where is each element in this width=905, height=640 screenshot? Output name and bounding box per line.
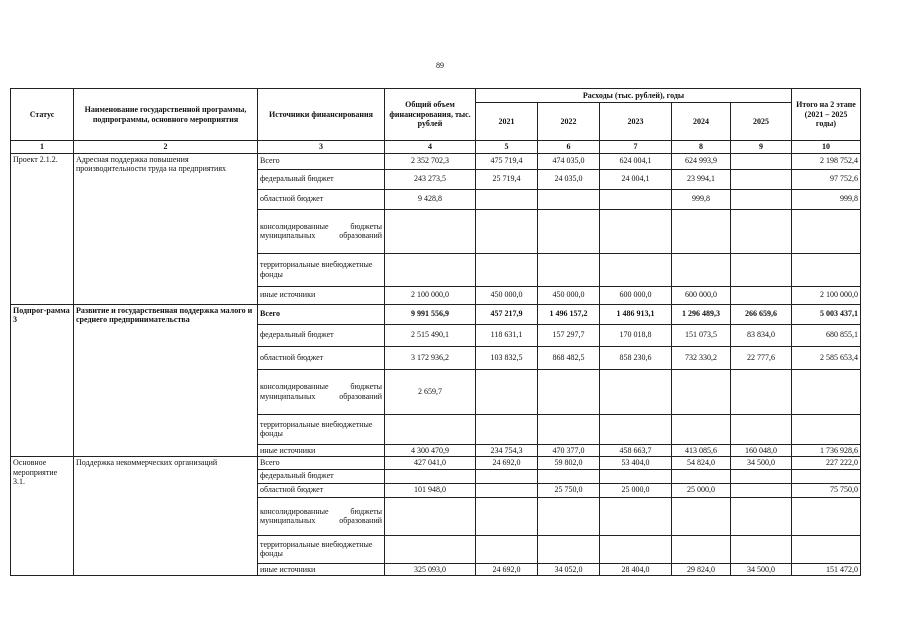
amount-cell: 450 000,0 [538, 286, 600, 304]
table-row [11, 153, 861, 169]
row-status: Основное мероприятие 3.1. [11, 457, 74, 576]
table-row [11, 457, 861, 470]
amount-cell: 474 035,0 [538, 153, 600, 169]
amount-cell: 23 994,1 [672, 169, 731, 189]
header-total-volume: Общий объем финансирования, тыс. рублей [385, 89, 476, 141]
amount-cell [476, 497, 538, 535]
amount-cell: 624 004,1 [600, 153, 672, 169]
amount-cell: 4 300 470,9 [385, 444, 476, 457]
amount-cell [731, 497, 792, 535]
amount-cell: 24 692,0 [476, 563, 538, 576]
amount-cell: 868 482,5 [538, 346, 600, 369]
amount-cell [792, 414, 861, 444]
column-number: 4 [385, 141, 476, 154]
column-number: 8 [672, 141, 731, 154]
amount-cell [476, 483, 538, 497]
amount-cell: 24 004,1 [600, 169, 672, 189]
amount-cell: 457 217,9 [476, 304, 538, 324]
source-label: Всего [258, 304, 385, 324]
amount-cell: 97 752,6 [792, 169, 861, 189]
amount-cell [731, 535, 792, 563]
source-label: консолидированные бюджеты муниципальных образований [258, 209, 385, 253]
source-label: Всего [258, 457, 385, 470]
amount-cell [600, 189, 672, 209]
amount-cell [385, 535, 476, 563]
amount-cell: 3 172 936,2 [385, 346, 476, 369]
amount-cell [600, 209, 672, 253]
amount-cell: 103 832,5 [476, 346, 538, 369]
amount-cell: 34 500,0 [731, 563, 792, 576]
row-name: Поддержка некоммерческих организаций [74, 457, 258, 576]
amount-cell [600, 414, 672, 444]
amount-cell [600, 497, 672, 535]
amount-cell: 458 663,7 [600, 444, 672, 457]
amount-cell: 75 750,0 [792, 483, 861, 497]
amount-cell: 29 824,0 [672, 563, 731, 576]
amount-cell: 101 948,0 [385, 483, 476, 497]
amount-cell: 2 100 000,0 [792, 286, 861, 304]
amount-cell [731, 286, 792, 304]
amount-cell [385, 497, 476, 535]
amount-cell: 24 035,0 [538, 169, 600, 189]
column-number: 9 [731, 141, 792, 154]
amount-cell [600, 253, 672, 286]
amount-cell [476, 369, 538, 414]
column-number: 6 [538, 141, 600, 154]
amount-cell: 243 273,5 [385, 169, 476, 189]
amount-cell [385, 209, 476, 253]
column-number: 1 [11, 141, 74, 154]
amount-cell [476, 189, 538, 209]
amount-cell: 9 991 556,9 [385, 304, 476, 324]
amount-cell [672, 369, 731, 414]
amount-cell: 24 692,0 [476, 457, 538, 470]
amount-cell [538, 369, 600, 414]
amount-cell [538, 189, 600, 209]
column-number: 2 [74, 141, 258, 154]
amount-cell: 1 486 913,1 [600, 304, 672, 324]
amount-cell: 54 824,0 [672, 457, 731, 470]
column-number-row [11, 141, 861, 154]
amount-cell [476, 209, 538, 253]
page-number: 89 [436, 61, 444, 70]
amount-cell [476, 253, 538, 286]
amount-cell [731, 189, 792, 209]
header-year: 2024 [672, 103, 731, 141]
amount-cell: 999,8 [792, 189, 861, 209]
amount-cell: 25 750,0 [538, 483, 600, 497]
amount-cell [672, 414, 731, 444]
row-name: Адресная поддержка повышения производительности труда на предприятиях [74, 153, 258, 304]
amount-cell [672, 535, 731, 563]
source-label: федеральный бюджет [258, 324, 385, 346]
source-label: иные источники [258, 444, 385, 457]
amount-cell: 450 000,0 [476, 286, 538, 304]
amount-cell: 22 777,6 [731, 346, 792, 369]
amount-cell: 2 352 702,3 [385, 153, 476, 169]
amount-cell: 1 296 489,3 [672, 304, 731, 324]
amount-cell [731, 153, 792, 169]
amount-cell: 413 085,6 [672, 444, 731, 457]
amount-cell [600, 469, 672, 483]
amount-cell [672, 497, 731, 535]
amount-cell: 5 003 437,1 [792, 304, 861, 324]
source-label: областной бюджет [258, 189, 385, 209]
header-expenses-group: Расходы (тыс. рублей), годы [476, 89, 792, 103]
amount-cell [538, 209, 600, 253]
amount-cell [731, 253, 792, 286]
source-label: иные источники [258, 286, 385, 304]
amount-cell [731, 209, 792, 253]
amount-cell: 680 855,1 [792, 324, 861, 346]
amount-cell: 600 000,0 [672, 286, 731, 304]
source-label: областной бюджет [258, 346, 385, 369]
row-name: Развитие и государственная поддержка малого и среднего предпринимательства [74, 304, 258, 457]
amount-cell [731, 414, 792, 444]
amount-cell: 157 297,7 [538, 324, 600, 346]
column-number: 10 [792, 141, 861, 154]
amount-cell [672, 253, 731, 286]
amount-cell: 999,8 [672, 189, 731, 209]
amount-cell [792, 469, 861, 483]
amount-cell: 325 093,0 [385, 563, 476, 576]
amount-cell: 9 428,8 [385, 189, 476, 209]
source-label: территориальные внебюджетные фонды [258, 535, 385, 563]
amount-cell: 2 198 752,4 [792, 153, 861, 169]
amount-cell: 34 500,0 [731, 457, 792, 470]
amount-cell: 2 659,7 [385, 369, 476, 414]
source-label: консолидированные бюджеты муниципальных образований [258, 369, 385, 414]
table-row [11, 304, 861, 324]
amount-cell [385, 253, 476, 286]
header-year: 2021 [476, 103, 538, 141]
amount-cell: 234 754,3 [476, 444, 538, 457]
source-label: территориальные внебюджетные фонды [258, 253, 385, 286]
amount-cell: 25 000,0 [672, 483, 731, 497]
column-number: 7 [600, 141, 672, 154]
amount-cell [792, 535, 861, 563]
amount-cell: 600 000,0 [600, 286, 672, 304]
amount-cell [385, 414, 476, 444]
amount-cell: 151 472,0 [792, 563, 861, 576]
source-label: консолидированные бюджеты муниципальных образований [258, 497, 385, 535]
amount-cell [538, 497, 600, 535]
header-sources: Источники финансирования [258, 89, 385, 141]
amount-cell [538, 469, 600, 483]
amount-cell [476, 469, 538, 483]
header-year: 2025 [731, 103, 792, 141]
amount-cell [538, 414, 600, 444]
amount-cell [672, 469, 731, 483]
amount-cell [476, 414, 538, 444]
amount-cell [600, 535, 672, 563]
row-status: Проект 2.1.2. [11, 153, 74, 304]
amount-cell: 118 631,1 [476, 324, 538, 346]
amount-cell [731, 483, 792, 497]
header-status: Статус [11, 89, 74, 141]
column-number: 5 [476, 141, 538, 154]
amount-cell: 470 377,0 [538, 444, 600, 457]
amount-cell: 732 330,2 [672, 346, 731, 369]
amount-cell: 2 585 653,4 [792, 346, 861, 369]
amount-cell: 624 993,9 [672, 153, 731, 169]
column-number: 3 [258, 141, 385, 154]
source-label: территориальные внебюджетные фонды [258, 414, 385, 444]
amount-cell: 1 496 157,2 [538, 304, 600, 324]
source-label: областной бюджет [258, 483, 385, 497]
amount-cell: 266 659,6 [731, 304, 792, 324]
amount-cell: 59 802,0 [538, 457, 600, 470]
header-stage-total: Итого на 2 этапе (2021 – 2025 годы) [792, 89, 861, 141]
amount-cell: 2 100 000,0 [385, 286, 476, 304]
amount-cell: 25 000,0 [600, 483, 672, 497]
header-year: 2023 [600, 103, 672, 141]
amount-cell [731, 169, 792, 189]
row-status: Подпрог-рамма 3 [11, 304, 74, 457]
amount-cell [792, 253, 861, 286]
financing-table [10, 88, 861, 576]
amount-cell: 25 719,4 [476, 169, 538, 189]
amount-cell: 28 404,0 [600, 563, 672, 576]
amount-cell [792, 497, 861, 535]
source-label: иные источники [258, 563, 385, 576]
amount-cell [385, 469, 476, 483]
amount-cell: 2 515 490,1 [385, 324, 476, 346]
amount-cell: 53 404,0 [600, 457, 672, 470]
amount-cell: 34 052,0 [538, 563, 600, 576]
amount-cell: 858 230,6 [600, 346, 672, 369]
amount-cell: 151 073,5 [672, 324, 731, 346]
amount-cell [731, 469, 792, 483]
header-name: Наименование государственной программы, подпрограммы, основного мероприятия [74, 89, 258, 141]
amount-cell: 1 736 928,6 [792, 444, 861, 457]
amount-cell [600, 369, 672, 414]
source-label: Всего [258, 153, 385, 169]
amount-cell: 227 222,0 [792, 457, 861, 470]
amount-cell: 427 041,0 [385, 457, 476, 470]
amount-cell [538, 253, 600, 286]
amount-cell: 475 719,4 [476, 153, 538, 169]
source-label: федеральный бюджет [258, 169, 385, 189]
source-label: федеральный бюджет [258, 469, 385, 483]
amount-cell: 160 048,0 [731, 444, 792, 457]
amount-cell [792, 369, 861, 414]
header-year: 2022 [538, 103, 600, 141]
amount-cell [731, 369, 792, 414]
amount-cell [672, 209, 731, 253]
amount-cell [792, 209, 861, 253]
amount-cell: 170 018,8 [600, 324, 672, 346]
amount-cell [476, 535, 538, 563]
amount-cell [538, 535, 600, 563]
amount-cell: 83 834,0 [731, 324, 792, 346]
